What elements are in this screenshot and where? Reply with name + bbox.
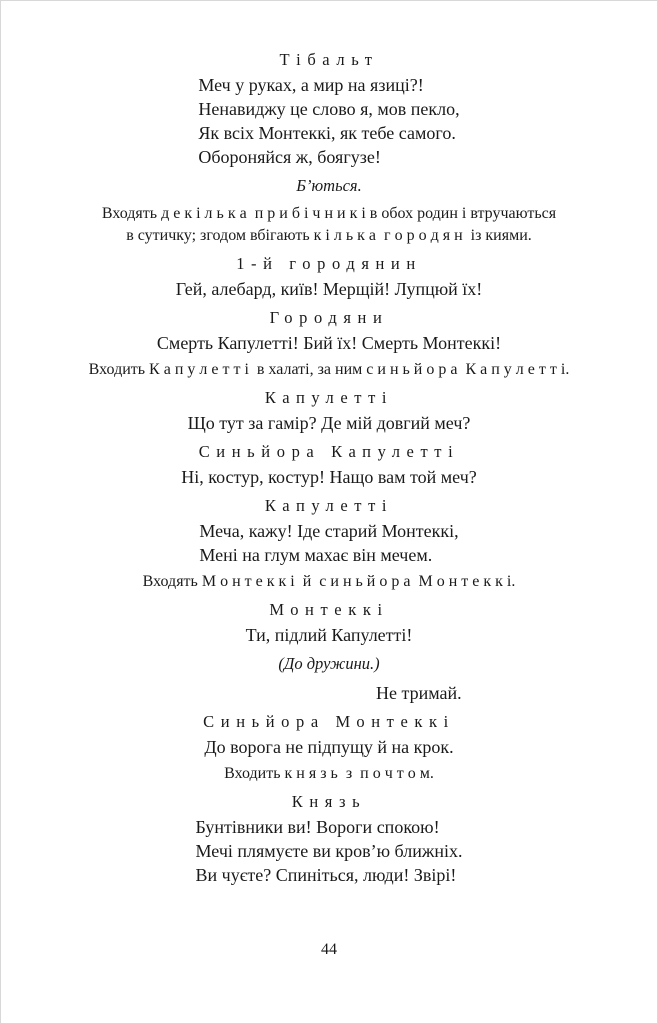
text-lines [157, 331, 501, 355]
speaker-block: Монтеккі [269, 600, 389, 619]
text-lines [246, 623, 413, 647]
text-lines [188, 411, 471, 435]
text-line: Що тут за гамір? Де мій довгий меч? [187, 413, 471, 433]
text-lines [196, 815, 463, 887]
stage-block [1, 359, 657, 381]
speech-block [1, 465, 657, 489]
text-line: Входить К а п у л е т т і в халаті, за ним с и н ь й о р а К а п у л е т т і. [88, 361, 570, 378]
text-line: Обороняйся ж, боягузе! [198, 147, 381, 167]
text-line: Меч у руках, а мир на язиці?! [198, 75, 424, 95]
speech-offset-block [1, 681, 657, 705]
speech-block [1, 623, 657, 647]
stage-block [1, 571, 657, 593]
text-line: Ти, підлий Капулетті! [245, 625, 413, 645]
speaker-block: Князь [291, 792, 367, 811]
text-line: Меча, кажу! Іде старий Монтеккі, [199, 521, 459, 541]
text-lines [143, 571, 516, 593]
speaker-block: Капулетті [264, 496, 394, 515]
speech-block [1, 815, 657, 887]
text-line: Мені на глум махає він мечем. [199, 545, 433, 565]
speaker-block: 1-й городянин [236, 254, 422, 273]
speaker-block: Тібальт [279, 50, 379, 69]
text-lines [176, 277, 483, 301]
speech-block [1, 331, 657, 355]
speaker-block: Городяни [269, 308, 389, 327]
text-lines [204, 735, 453, 759]
speaker-block: Капулетті [264, 388, 394, 407]
text-line: Мечі плямуєте ви кров’ю ближніх. [195, 841, 463, 861]
text-lines [102, 203, 556, 247]
text-lines [181, 465, 477, 489]
speaker-block: Синьйора Монтеккі [203, 712, 455, 731]
text-line: Як всіх Монтеккі, як тебе самого. [198, 123, 456, 143]
text-line: Входять М о н т е к к і й с и н ь й о р а М о н т е к к і. [142, 573, 516, 590]
speech-block [1, 277, 657, 301]
text-line: Входить к н я з ь з п о ч т о м. [224, 765, 434, 782]
text-lines [224, 763, 434, 785]
page-number: 44 [321, 941, 337, 958]
text-lines [198, 73, 459, 169]
text-lines [376, 681, 657, 705]
text-line: Ви чуєте? Спиніться, люди! Звірі! [195, 865, 457, 885]
speech-block [1, 73, 657, 169]
stage-italic-block: (До дружини.) [278, 654, 380, 673]
text-line: Не тримай. [376, 683, 462, 703]
stage-block [1, 763, 657, 785]
text-line: Ненавиджу це слово я, мов пекло, [198, 99, 460, 119]
text-line: Входять д е к і л ь к а п р и б і ч н и к і в обох родин і втручаються [101, 205, 557, 222]
text-lines [199, 519, 458, 567]
speech-block [1, 519, 657, 567]
text-line: Гей, алебард, київ! Мерщій! Лупцюй їх! [175, 279, 483, 299]
speaker-block: Синьйора Капулетті [198, 442, 460, 461]
text-line: Ні, костур, костур! Нащо вам той меч? [181, 467, 477, 487]
speech-block [1, 735, 657, 759]
stage-block [1, 203, 657, 247]
text-line: Бунтівники ви! Вороги спокою! [195, 817, 440, 837]
text-line: До ворога не підпущу й на крок. [204, 737, 454, 757]
page-content [1, 49, 657, 887]
text-lines [89, 359, 570, 381]
speech-block [1, 411, 657, 435]
text-line: в сутичку; згодом вбігають к і л ь к а г о р о д я н із киями. [126, 227, 532, 244]
text-line: Смерть Капулетті! Бий їх! Смерть Монтеккі! [156, 333, 502, 353]
stage-italic-block: Б’ються. [296, 176, 362, 195]
